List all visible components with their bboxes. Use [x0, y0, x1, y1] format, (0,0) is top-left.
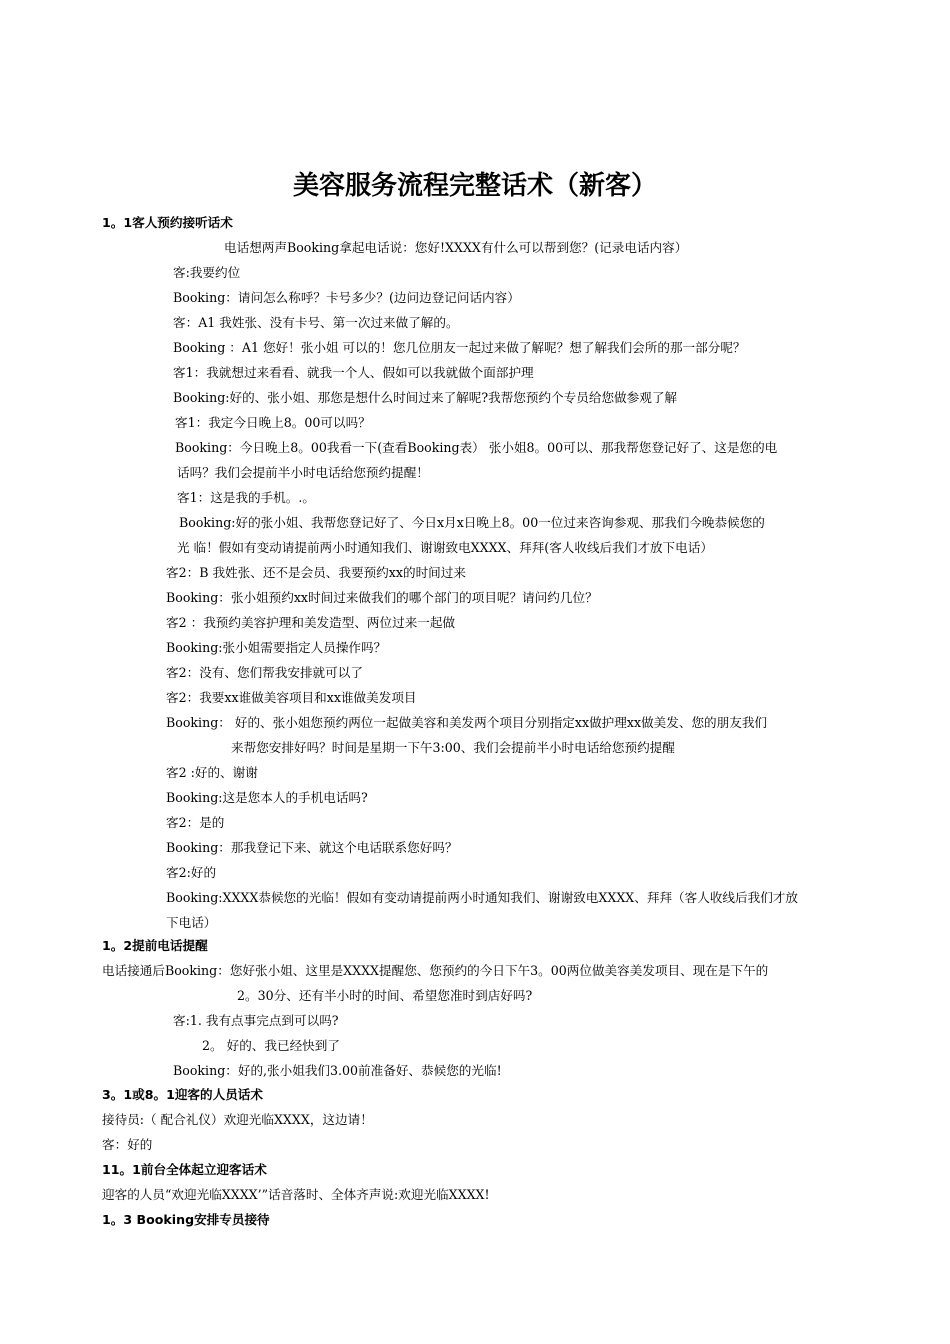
dialogue-line: Booking:张小姐需要指定人员操作吗？	[166, 640, 387, 655]
dialogue-line: 客：好的	[102, 1137, 153, 1152]
section-heading: 3。1或8。1迎客的人员话术	[102, 1087, 263, 1102]
section-heading: 1。1客人预约接听话术	[102, 215, 233, 230]
dialogue-line: Booking:好的、张小姐、那您是想什么时间过来了解呢?我帮您预约个专员给您做参观了解	[173, 390, 678, 405]
dialogue-line: 话吗？我们会提前半小时电话给您预约提醒！	[177, 465, 429, 480]
dialogue-line: 2。 好的、我已经快到了	[202, 1038, 340, 1053]
section-heading: 1。3 Booking安排专员接待	[102, 1212, 270, 1227]
dialogue-line: Booking：那我登记下来、就这个电话联系您好吗？	[166, 840, 458, 855]
document-title: 美容服务流程完整话术（新客）	[292, 171, 657, 201]
dialogue-line: 客:我要约位	[173, 265, 241, 280]
dialogue-line: Booking：今日晚上8。00我看一下(查看Booking表） 张小姐8。00可以、那我帮您登记好了、这是您的电	[175, 440, 778, 455]
dialogue-line: Booking:XXXX恭候您的光临！假如有变动请提前两小时通知我们、谢谢致电XXXX、拜拜（客人收线后我们才放	[166, 890, 798, 905]
dialogue-line: 2。30分、还有半小时的时间、希望您准时到店好吗?	[237, 988, 533, 1003]
dialogue-line: 客:1. 我有点事完点到可以吗?	[173, 1013, 339, 1028]
dialogue-line: 客2 :好的、谢谢	[166, 765, 258, 780]
dialogue-line: 客1：我就想过来看看、就我一个人、假如可以我就做个面部护理	[173, 365, 534, 380]
dialogue-line: 迎客的人员“欢迎光临XXXX’”话音落时、全体齐声说:欢迎光临XXXX!	[102, 1187, 490, 1202]
dialogue-line: 电话接通后Booking：您好张小姐、这里是XXXX提醒您、您预约的今日下午3。00两位做美容美发项目、现在是下午的	[102, 963, 769, 978]
dialogue-line: 下电话）	[166, 915, 217, 930]
dialogue-line: 客2：是的	[166, 815, 225, 830]
dialogue-line: Booking：张小姐预约xx时间过来做我们的哪个部门的项目呢？请问约几位？	[166, 590, 598, 605]
dialogue-line: 客2 ：我预约美容护理和美发造型、两位过来一起做	[166, 615, 456, 630]
section-heading: 11。1前台全体起立迎客话术	[102, 1162, 267, 1177]
dialogue-line: Booking:好的张小姐、我帮您登记好了、今日x月x日晚上8。00一位过来咨询参观、那我们今晚恭候您的	[179, 515, 765, 530]
dialogue-line: Booking： 好的、张小姐您预约两位一起做美容和美发两个项目分别指定xx做护理xx做美发、您的朋友我们	[166, 715, 768, 730]
dialogue-line: 光 临！假如有变动请提前两小时通知我们、谢谢致电XXXX、拜拜(客人收线后我们才放下电话）	[177, 540, 713, 555]
dialogue-line: 客：A1 我姓张、没有卡号、第一次过来做了解的。	[173, 315, 459, 330]
dialogue-line: 来帮您安排好吗？时间是星期一下午3:00、我们会提前半小时电话给您预约提醒	[231, 740, 675, 755]
dialogue-line: 电话想两声Booking拿起电话说：您好!XXXX有什么可以帮到您？(记录电话内容）	[224, 240, 688, 255]
section-heading: 1。2提前电话提醒	[102, 938, 208, 953]
dialogue-line: 接待员:（ 配合礼仪）欢迎光临XXXX，这边请！	[102, 1112, 373, 1127]
dialogue-line: 客1：我定今日晚上8。00可以吗？	[175, 415, 371, 430]
dialogue-line: Booking:这是您本人的手机电话吗?	[166, 790, 368, 805]
dialogue-line: Booking：好的,张小姐我们3.00前准备好、恭候您的光临!	[173, 1063, 502, 1078]
dialogue-line: 客2:好的	[166, 865, 217, 880]
dialogue-line: Booking：请问怎么称呼？卡号多少？(边问边登记问话内容）	[173, 290, 520, 305]
dialogue-line: 客2：我要xx谁做美容项目和xx谁做美发项目	[166, 690, 417, 705]
dialogue-line: 客2：B 我姓张、还不是会员、我要预约xx的时间过来	[166, 565, 466, 580]
dialogue-line: 客1：这是我的手机。.。	[177, 490, 315, 505]
dialogue-line: 客2：没有、您们帮我安排就可以了	[166, 665, 363, 680]
dialogue-line: Booking ：A1 您好！张小姐 可以的！您几位朋友一起过来做了解呢？想了解我们会所的那一部分呢？	[173, 340, 746, 355]
